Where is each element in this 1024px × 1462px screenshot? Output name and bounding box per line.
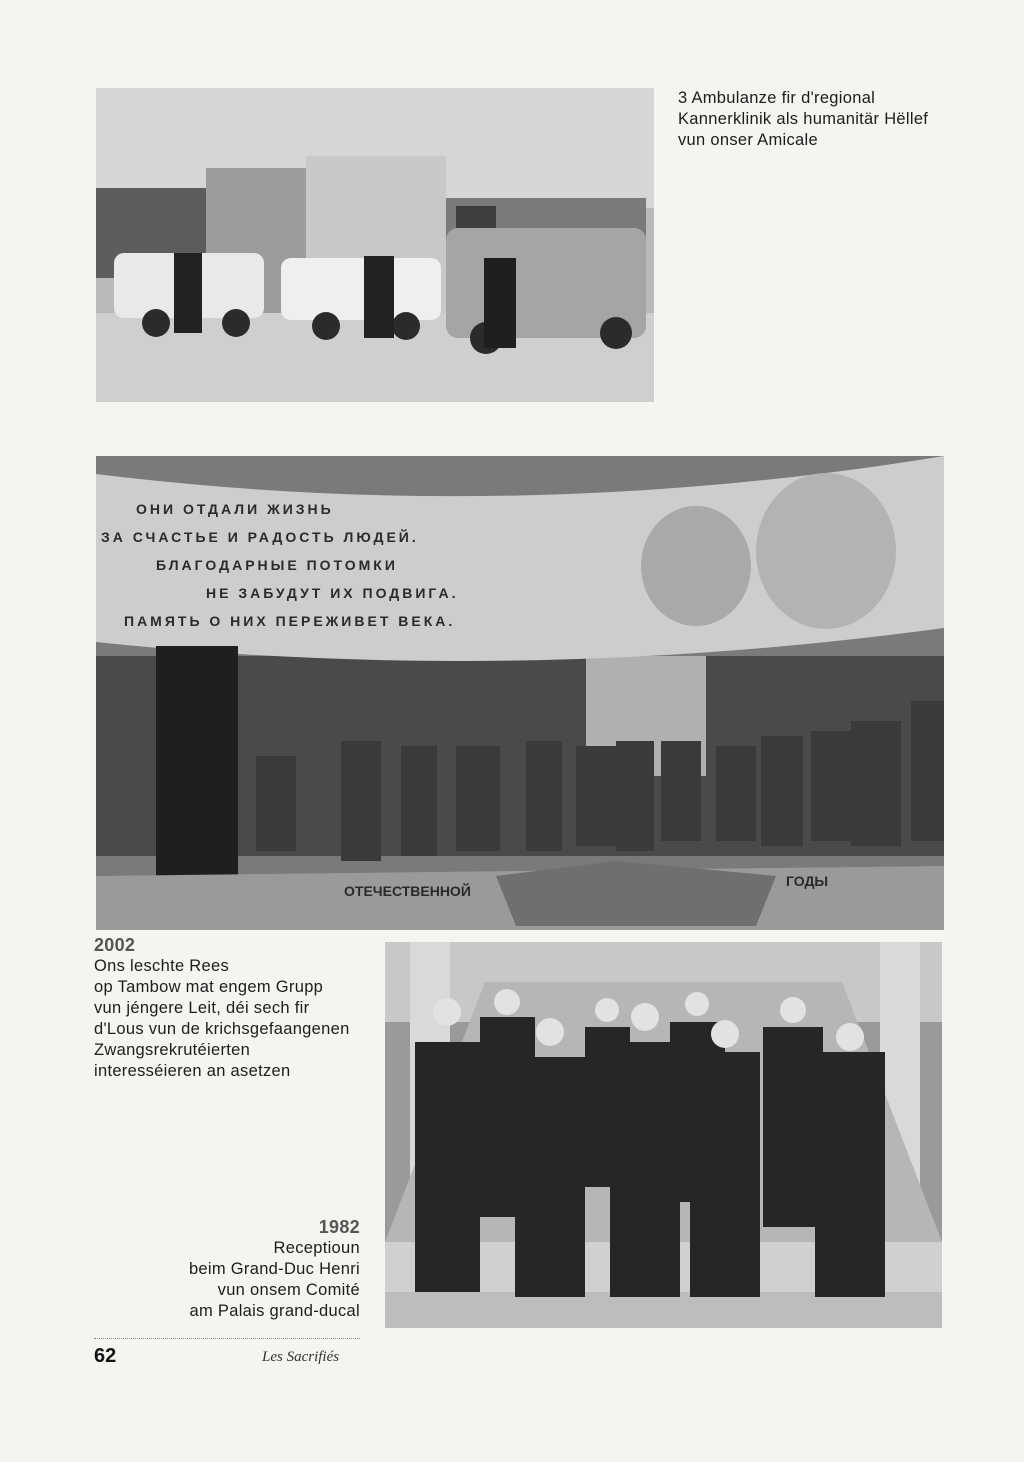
caption-line: interesséieren an asetzen — [94, 1062, 291, 1080]
inscription-line: ОНИ ОТДАЛИ ЖИЗНЬ — [136, 501, 334, 517]
caption-year: 2002 — [94, 935, 136, 955]
caption-line: vun jéngere Leit, déi sech fir — [94, 999, 310, 1017]
base-inscription-right: ГОДЫ — [786, 873, 829, 889]
caption-line: vun onser Amicale — [678, 131, 818, 149]
caption-year: 1982 — [318, 1217, 360, 1237]
inscription-line: БЛАГОДАРНЫЕ ПОТОМКИ — [156, 557, 398, 573]
caption-line: Zwangsrekrutéierten — [94, 1041, 251, 1059]
page-number: 62 — [94, 1345, 117, 1367]
inscription-line: ПАМЯТЬ О НИХ ПЕРЕЖИВЕТ ВЕКА. — [124, 613, 456, 629]
caption-line: 3 Ambulanze fir d'regional — [678, 89, 876, 107]
reception-1982-caption — [96, 1216, 360, 1322]
inscription-line: ЗА СЧАСТЬЕ И РАДОСТЬ ЛЮДЕЙ. — [101, 529, 419, 545]
ambulances-photo — [96, 88, 654, 402]
caption-line: am Palais grand-ducal — [189, 1302, 360, 1320]
inscription-line: НЕ ЗАБУДУТ ИХ ПОДВИГА. — [206, 585, 459, 601]
base-inscription-left: ОТЕЧЕСТВЕННОЙ — [344, 883, 471, 899]
caption-line: vun onsem Comité — [217, 1281, 360, 1299]
memorial-photo — [96, 456, 944, 930]
caption-line: op Tambow mat engem Grupp — [94, 978, 324, 996]
caption-line: beim Grand-Duc Henri — [188, 1260, 360, 1278]
trip-2002-caption — [94, 934, 379, 1082]
footer-rule — [94, 1338, 360, 1339]
reception-photo — [385, 942, 942, 1328]
publication-title: Les Sacrifiés — [262, 1349, 340, 1365]
caption-line: Receptioun — [273, 1239, 360, 1257]
caption-line: Ons leschte Rees — [94, 957, 230, 975]
caption-line: d'Lous vun de krichsgefaangenen — [94, 1020, 350, 1038]
caption-line: Kannerklinik als humanitär Hëllef — [678, 110, 929, 128]
ambulances-caption — [678, 88, 968, 151]
